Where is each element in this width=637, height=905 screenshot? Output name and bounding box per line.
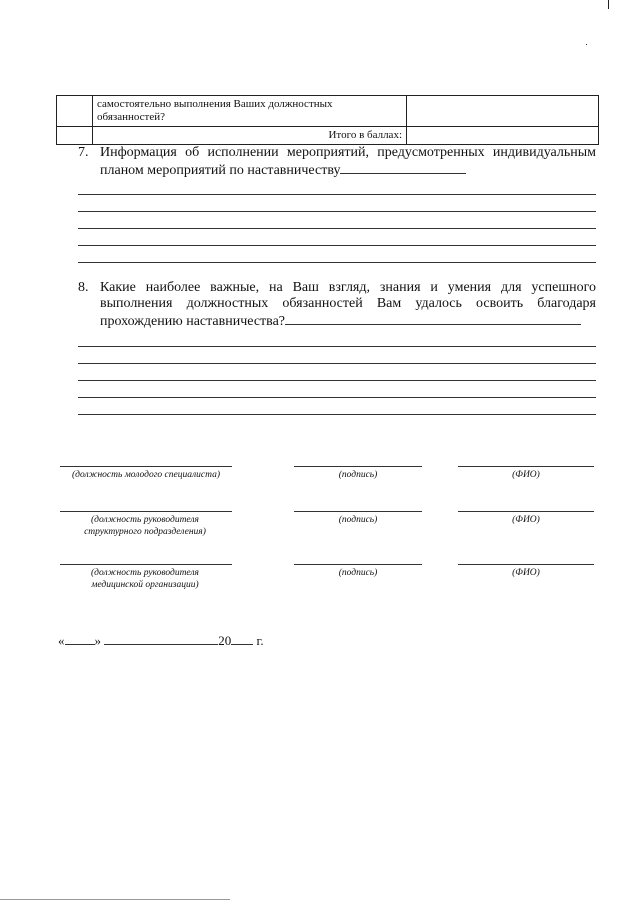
scan-mark-dot <box>586 44 587 45</box>
name-caption: (ФИО) <box>512 568 540 578</box>
table-cell-question: самостоятельно выполнения Ваших должностных обязанностей? <box>93 96 407 127</box>
date-close-quote: » <box>94 633 101 648</box>
position-line <box>60 511 232 512</box>
question-8 <box>78 280 596 330</box>
name-caption: (ФИО) <box>512 470 540 480</box>
question-7 <box>78 145 596 179</box>
position-line <box>60 564 232 565</box>
answer-line <box>78 262 596 263</box>
signature-line <box>294 564 422 565</box>
answer-fill-line <box>285 312 581 325</box>
evaluation-table <box>56 95 599 145</box>
table-cell-score <box>407 96 599 127</box>
name-line <box>458 564 594 565</box>
day-blank <box>65 633 95 645</box>
date-open-quote: « <box>58 633 65 648</box>
answer-line <box>78 211 596 212</box>
answer-line <box>78 414 596 415</box>
answer-line <box>78 228 596 229</box>
date-line <box>58 633 264 649</box>
answer-line <box>78 346 596 347</box>
month-blank <box>104 633 218 645</box>
table-cell-number <box>57 96 93 127</box>
question-number: 8. <box>78 280 89 295</box>
answer-line <box>78 397 596 398</box>
name-line <box>458 511 594 512</box>
answer-line <box>78 194 596 195</box>
answer-line <box>78 245 596 246</box>
signature-caption: (подпись) <box>338 568 378 578</box>
answer-line <box>78 380 596 381</box>
total-label: Итого в баллах: <box>93 127 407 145</box>
answer-fill-line <box>340 161 466 174</box>
year-suffix: г. <box>256 633 264 648</box>
signature-caption: (подпись) <box>338 470 378 480</box>
name-caption: (ФИО) <box>512 515 540 525</box>
question-text: Информация об исполнении мероприятий, предусмотренных индивидуальным планом мероприятий по наставничеству <box>100 145 596 178</box>
table-row <box>57 96 599 127</box>
table-row-total <box>57 127 599 145</box>
scan-mark-top-right <box>608 0 609 9</box>
question-text: Какие наиболее важные, на Ваш взгляд, знания и умения для успешного выполнения должностных обязанностей Вам удалось освоить благодаря прохождению наставничества? <box>100 280 596 329</box>
year-prefix: 20 <box>218 633 232 648</box>
answer-line <box>78 363 596 364</box>
position-line <box>60 466 232 467</box>
signature-caption: (подпись) <box>338 515 378 525</box>
question-number: 7. <box>78 145 89 160</box>
position-caption: (должность молодого специалиста) <box>72 470 220 480</box>
table-cell-empty <box>57 127 93 145</box>
position-caption: (должность руководителя медицинской организации) <box>91 568 199 590</box>
position-caption: (должность руководителя структурного подразделения) <box>84 515 206 537</box>
year-blank <box>231 633 253 645</box>
signature-line <box>294 466 422 467</box>
name-line <box>458 466 594 467</box>
total-score-cell <box>407 127 599 145</box>
signature-line <box>294 511 422 512</box>
scan-mark-bottom <box>0 899 230 900</box>
